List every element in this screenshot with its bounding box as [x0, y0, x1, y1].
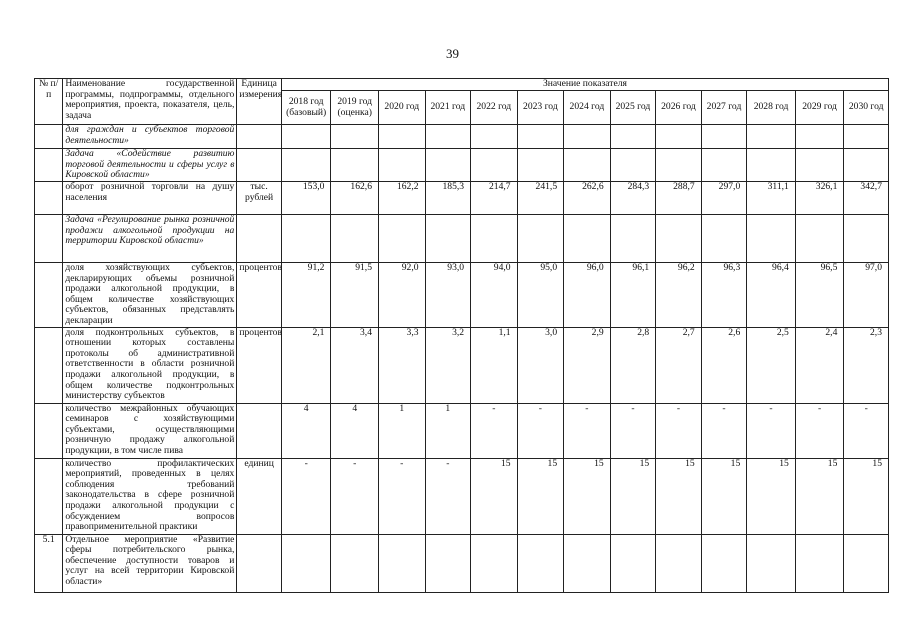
row-value: 2,7: [656, 327, 702, 403]
row-value: 185,3: [425, 182, 471, 215]
row-value: -: [425, 458, 471, 534]
row-number: [35, 149, 63, 182]
row-value: -: [844, 403, 889, 458]
row-value: [795, 149, 844, 182]
row-value: 2,8: [610, 327, 656, 403]
table-row: [35, 125, 889, 149]
row-value: 15: [656, 458, 702, 534]
row-number: [35, 215, 63, 263]
row-value: 96,4: [747, 263, 796, 328]
row-value: 4: [331, 403, 379, 458]
row-value: [425, 534, 471, 592]
row-value: [379, 149, 426, 182]
header-year: 2028 год: [747, 91, 796, 125]
row-value: -: [331, 458, 379, 534]
row-unit: процентов: [237, 263, 282, 328]
row-value: 96,2: [656, 263, 702, 328]
row-number: 5.1: [35, 534, 63, 592]
row-value: [844, 125, 889, 149]
row-value: 93,0: [425, 263, 471, 328]
row-value: [701, 149, 747, 182]
row-value: 15: [517, 458, 564, 534]
row-value: [471, 534, 518, 592]
row-value: 4: [281, 403, 331, 458]
row-value: 1: [379, 403, 426, 458]
row-unit: [237, 403, 282, 458]
row-name: доля хозяйствующих субъектов, декларирующих объемы розничной продажи алкогольной продукции, в общем количестве хозяйствующих субъектов, обязанных представлять декларации: [63, 263, 237, 328]
page-number: 39: [446, 46, 459, 61]
row-value: [656, 149, 702, 182]
row-value: 96,0: [564, 263, 611, 328]
row-value: 91,5: [331, 263, 379, 328]
row-number: [35, 403, 63, 458]
row-value: 1: [425, 403, 471, 458]
header-year: 2025 год: [610, 91, 656, 125]
row-value: [281, 534, 331, 592]
header-year: 2024 год: [564, 91, 611, 125]
row-value: [331, 534, 379, 592]
row-value: 3,4: [331, 327, 379, 403]
row-value: 15: [564, 458, 611, 534]
row-value: [471, 215, 518, 263]
row-number: [35, 327, 63, 403]
row-value: [610, 215, 656, 263]
row-value: 2,3: [844, 327, 889, 403]
row-value: 96,3: [701, 263, 747, 328]
row-value: [610, 149, 656, 182]
table-row: [35, 327, 889, 403]
row-value: [517, 534, 564, 592]
row-value: -: [281, 458, 331, 534]
row-value: [747, 215, 796, 263]
header-name: Наименование государственной программы, подпрограммы, отдельного мероприятия, проекта, показателя, цель, задача: [63, 79, 237, 125]
row-value: 2,5: [747, 327, 796, 403]
row-value: 342,7: [844, 182, 889, 215]
row-value: [425, 149, 471, 182]
row-value: [656, 534, 702, 592]
row-value: 15: [795, 458, 844, 534]
row-value: 297,0: [701, 182, 747, 215]
row-value: [517, 125, 564, 149]
row-value: [517, 149, 564, 182]
row-value: [564, 125, 611, 149]
row-value: [610, 534, 656, 592]
header-year: 2022 год: [471, 91, 518, 125]
row-value: [747, 149, 796, 182]
row-value: 284,3: [610, 182, 656, 215]
header-unit: Единица измерения: [237, 79, 282, 125]
row-value: 91,2: [281, 263, 331, 328]
row-value: [747, 534, 796, 592]
row-value: [564, 215, 611, 263]
row-number: [35, 458, 63, 534]
row-value: 95,0: [517, 263, 564, 328]
header-year: 2023 год: [517, 91, 564, 125]
row-value: 96,1: [610, 263, 656, 328]
row-unit: единиц: [237, 458, 282, 534]
row-value: 2,9: [564, 327, 611, 403]
row-value: [844, 534, 889, 592]
row-value: 15: [747, 458, 796, 534]
row-value: -: [471, 403, 518, 458]
header-year: 2021 год: [425, 91, 471, 125]
row-value: [471, 149, 518, 182]
row-value: [747, 125, 796, 149]
row-value: [331, 125, 379, 149]
row-value: 3,3: [379, 327, 426, 403]
row-value: 92,0: [379, 263, 426, 328]
table-body: [35, 125, 889, 593]
row-value: -: [564, 403, 611, 458]
row-value: 15: [844, 458, 889, 534]
row-value: [425, 125, 471, 149]
row-value: 1,1: [471, 327, 518, 403]
row-value: [331, 149, 379, 182]
row-value: [379, 125, 426, 149]
row-unit: тыс. рублей: [237, 182, 282, 215]
row-value: 288,7: [656, 182, 702, 215]
header-year: 2027 год: [701, 91, 747, 125]
row-value: [281, 149, 331, 182]
row-value: 97,0: [844, 263, 889, 328]
row-value: 15: [610, 458, 656, 534]
row-unit: [237, 149, 282, 182]
row-value: [471, 125, 518, 149]
row-value: [379, 534, 426, 592]
table-row: [35, 403, 889, 458]
row-value: 214,7: [471, 182, 518, 215]
row-value: 2,1: [281, 327, 331, 403]
row-value: 262,6: [564, 182, 611, 215]
row-value: 326,1: [795, 182, 844, 215]
row-value: [564, 534, 611, 592]
row-name: Задача «Регулирование рынка розничной продажи алкогольной продукции на территории Кировской области»: [63, 215, 237, 263]
row-unit: [237, 125, 282, 149]
row-number: [35, 125, 63, 149]
row-value: 241,5: [517, 182, 564, 215]
row-name: доля подконтрольных субъектов, в отношении которых составлены протоколы об административной ответственности в области розничной продажи алкогольной продукции, в общем количестве подконтрольных министерству субъектов: [63, 327, 237, 403]
row-value: [795, 534, 844, 592]
row-name: оборот розничной торговли на душу населения: [63, 182, 237, 215]
row-value: [517, 215, 564, 263]
row-unit: [237, 534, 282, 592]
row-value: 153,0: [281, 182, 331, 215]
row-value: 94,0: [471, 263, 518, 328]
row-value: -: [656, 403, 702, 458]
row-name: количество межрайонных обучающих семинаров с хозяйствующими субъектами, осуществляющими розничную продажу алкогольной продукции, в том числе пива: [63, 403, 237, 458]
row-value: 15: [471, 458, 518, 534]
row-value: -: [747, 403, 796, 458]
header-values: Значение показателя: [281, 79, 888, 91]
table-row: [35, 458, 889, 534]
row-value: -: [795, 403, 844, 458]
row-value: [701, 125, 747, 149]
row-value: [281, 215, 331, 263]
row-name: количество профилактических мероприятий, проведенных в целях соблюдения требований законодательства в сфере розничной продажи алкогольной продукции с обсуждением вопросов правоприменительной практики: [63, 458, 237, 534]
row-name: для граждан и субъектов торговой деятельности»: [63, 125, 237, 149]
row-value: 311,1: [747, 182, 796, 215]
row-value: 2,6: [701, 327, 747, 403]
row-value: [844, 149, 889, 182]
row-value: [795, 215, 844, 263]
row-value: -: [610, 403, 656, 458]
row-value: [610, 125, 656, 149]
row-value: 3,2: [425, 327, 471, 403]
row-value: -: [517, 403, 564, 458]
header-year: 2029 год: [795, 91, 844, 125]
header-num: № п/п: [35, 79, 63, 125]
table-row: [35, 215, 889, 263]
indicator-table: [34, 78, 889, 593]
row-value: 162,2: [379, 182, 426, 215]
header-year: 2020 год: [379, 91, 426, 125]
header-year: 2018 год (базовый): [281, 91, 331, 125]
row-unit: [237, 215, 282, 263]
row-value: [281, 125, 331, 149]
table-row: [35, 263, 889, 328]
row-value: -: [701, 403, 747, 458]
row-value: 3,0: [517, 327, 564, 403]
row-value: [656, 215, 702, 263]
header-year: 2030 год: [844, 91, 889, 125]
header-year: 2026 год: [656, 91, 702, 125]
row-value: [701, 534, 747, 592]
row-value: [701, 215, 747, 263]
row-value: [379, 215, 426, 263]
row-value: 15: [701, 458, 747, 534]
row-value: 96,5: [795, 263, 844, 328]
table-row: [35, 182, 889, 215]
row-name: Отдельное мероприятие «Развитие сферы потребительского рынка, обеспечение доступности товаров и услуг на всей территории Кировской области»: [63, 534, 237, 592]
row-number: [35, 263, 63, 328]
row-unit: процентов: [237, 327, 282, 403]
row-value: [331, 215, 379, 263]
row-value: 2,4: [795, 327, 844, 403]
row-name: Задача «Содействие развитию торговой деятельности и сферы услуг в Кировской области»: [63, 149, 237, 182]
table-row: [35, 534, 889, 592]
table-row: [35, 149, 889, 182]
row-value: [425, 215, 471, 263]
row-value: [795, 125, 844, 149]
row-value: [844, 215, 889, 263]
row-value: 162,6: [331, 182, 379, 215]
row-value: [564, 149, 611, 182]
row-value: -: [379, 458, 426, 534]
row-number: [35, 182, 63, 215]
header-year: 2019 год (оценка): [331, 91, 379, 125]
row-value: [656, 125, 702, 149]
